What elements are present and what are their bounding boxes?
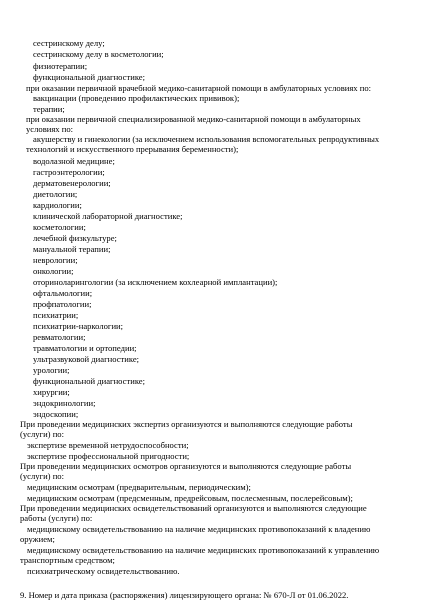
text-line: При проведении медицинских освидетельствований организуются и выполняются следующие — [20, 503, 367, 513]
text-line: при оказании первичной врачебной медико-санитарной помощи в амбулаторных условиях по: — [26, 83, 372, 93]
text-line: урологии; — [33, 365, 70, 375]
text-line: неврологии; — [33, 255, 78, 265]
text-line: физиотерапии; — [33, 61, 88, 71]
text-line: 9. Номер и дата приказа (распоряжения) лицензирующего органа: № 670-Л от 01.06.2022. — [20, 590, 349, 600]
text-line: условиях по: — [26, 124, 74, 134]
text-line: При проведении медицинских экспертиз организуются и выполняются следующие работы — [20, 419, 353, 429]
text-line: психиатрии-наркологии; — [33, 321, 124, 331]
text-line: медицинскому освидетельствованию на наличие медицинских противопоказаний к владению — [27, 524, 371, 534]
text-line: терапии; — [33, 104, 65, 114]
text-line: лечебной физкультуре; — [33, 233, 117, 243]
text-line: сестринскому делу; — [33, 38, 105, 48]
text-line: функциональной диагностике; — [33, 72, 146, 82]
text-line: кардиологии; — [33, 200, 82, 210]
text-line: оружием; — [20, 534, 55, 544]
text-line: медицинским осмотрам (предсменным, предрейсовым, послесменным, послерейсовым); — [27, 493, 353, 503]
text-line: экспертизе профессиональной пригодности; — [27, 451, 190, 461]
text-line: экспертизе временной нетрудоспособности; — [27, 440, 189, 450]
text-line: при оказании первичной специализированной медико-санитарной помощи в амбулаторных — [26, 114, 361, 124]
text-line: транспортным средством; — [20, 555, 115, 565]
text-line: ультразвуковой диагностике; — [33, 354, 140, 364]
text-line: дерматовенерологии; — [33, 178, 111, 188]
text-line: диетологии; — [33, 189, 78, 199]
text-line: (услуги) по: — [20, 471, 64, 481]
text-line: ревматологии; — [33, 332, 86, 342]
text-line: работы (услуги) по: — [20, 513, 93, 523]
text-line: акушерству и гинекологии (за исключением использования вспомогательных репродуктивных — [33, 134, 380, 144]
text-line: офтальмологии; — [33, 288, 93, 298]
text-line: эндоскопии; — [33, 409, 79, 419]
text-line: травматологии и ортопедии; — [33, 343, 137, 353]
text-line: вакцинации (проведению профилактических прививок); — [33, 93, 240, 103]
text-line: хирургии; — [33, 387, 70, 397]
text-line: мануальной терапии; — [33, 244, 111, 254]
text-line: При проведении медицинских осмотров организуются и выполняются следующие работы — [20, 461, 352, 471]
text-line: гастроэнтерологии; — [33, 167, 105, 177]
text-line: профпатологии; — [33, 299, 92, 309]
text-line: клинической лабораторной диагностике; — [33, 211, 183, 221]
text-line: оториноларингологии (за исключением кохлеарной имплантации); — [33, 277, 278, 287]
text-line: водолазной медицине; — [33, 156, 115, 166]
text-line: эндокринологии; — [33, 398, 96, 408]
text-line: онкологии; — [33, 266, 74, 276]
text-line: технологий и искусственного прерывания беременности); — [26, 144, 239, 154]
text-line: психиатрическому освидетельствованию. — [27, 566, 180, 576]
text-line: медицинскому освидетельствованию на наличие медицинских противопоказаний к управлению — [27, 545, 380, 555]
text-line: психиатрии; — [33, 310, 79, 320]
text-line: косметологии; — [33, 222, 86, 232]
text-line: (услуги) по: — [20, 429, 64, 439]
text-line: функциональной диагностике; — [33, 376, 146, 386]
text-line: медицинским осмотрам (предварительным, периодическим); — [27, 482, 251, 492]
text-line: сестринскому делу в косметологии; — [33, 49, 164, 59]
